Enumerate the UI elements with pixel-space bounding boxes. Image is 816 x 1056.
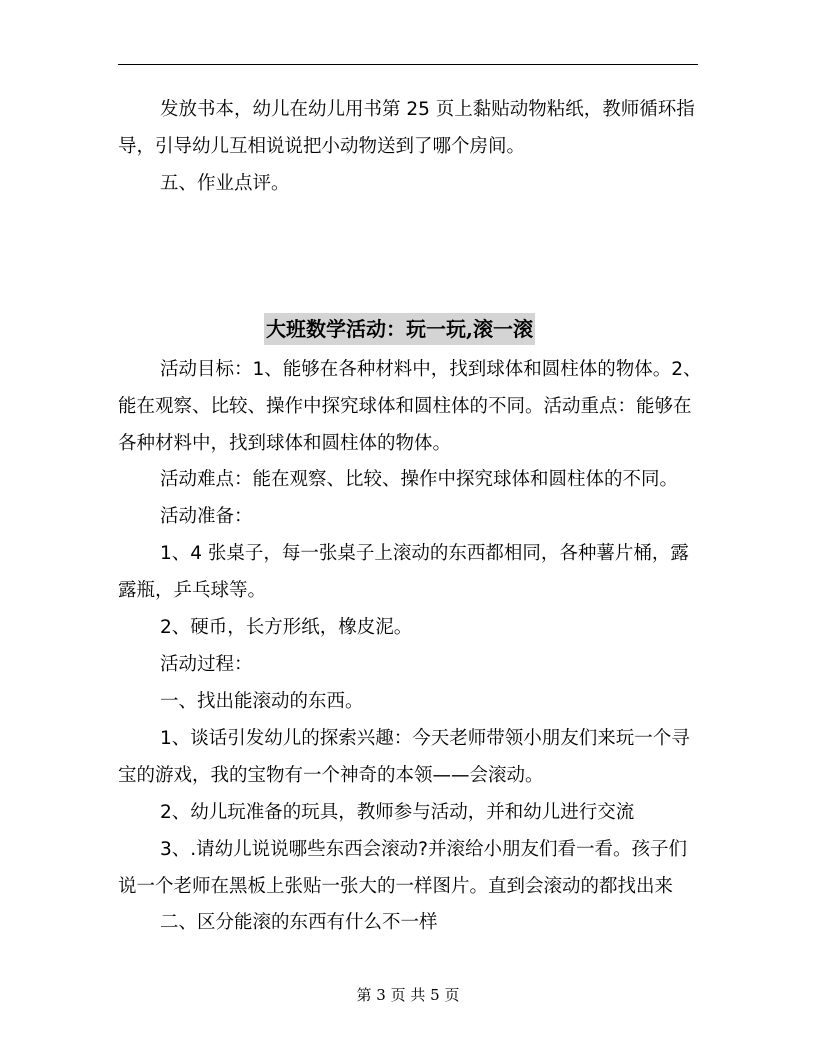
article-line: 活动过程：: [160, 654, 253, 675]
paragraph-line: 导，引导幼儿互相说说把小动物送到了哪个房间。: [118, 136, 526, 157]
article-line: 活动目标：1、能够在各种材料中，找到球体和圆柱体的物体。2、: [160, 359, 702, 380]
page-footer: 第 3 页 共 5 页: [356, 986, 460, 1004]
article-line: 活动准备：: [160, 506, 253, 527]
article-line: 2、硬币，长方形纸，橡皮泥。: [160, 617, 413, 638]
article-line: 能在观察、比较、操作中探究球体和圆柱体的不同。活动重点：能够在: [118, 396, 692, 417]
article-line: 露瓶，乒乓球等。: [118, 580, 267, 601]
article-line: 1、谈话引发幼儿的探索兴趣：今天老师带领小朋友们来玩一个寻: [160, 728, 690, 749]
article-line: 2、幼儿玩准备的玩具，教师参与活动，并和幼儿进行交流: [160, 802, 635, 823]
article-line: 宝的游戏，我的宝物有一个神奇的本领——会滚动。: [118, 765, 544, 786]
paragraph-line: 五、作业点评。: [160, 173, 290, 194]
article-title: 大班数学活动：玩一玩,滚一滚: [264, 313, 535, 345]
article-line: 活动难点：能在观察、比较、操作中探究球体和圆柱体的不同。: [160, 469, 679, 490]
article-line: 各种材料中，找到球体和圆柱体的物体。: [118, 433, 452, 454]
article-line: 3、.请幼儿说说哪些东西会滚动?并滚给小朋友们看一看。孩子们: [160, 839, 687, 860]
header-rule: [118, 64, 698, 65]
article-line: 二、区分能滚的东西有什么不一样: [160, 912, 438, 933]
article-line: 1、4 张桌子，每一张桌子上滚动的东西都相同，各种薯片桶，露: [160, 543, 689, 564]
article-line: 一、找出能滚动的东西。: [160, 691, 364, 712]
paragraph-line: 发放书本，幼儿在幼儿用书第 25 页上黏贴动物粘纸，教师循环指: [160, 99, 695, 120]
article-line: 说一个老师在黑板上张贴一张大的一样图片。直到会滚动的都找出来: [118, 876, 674, 897]
